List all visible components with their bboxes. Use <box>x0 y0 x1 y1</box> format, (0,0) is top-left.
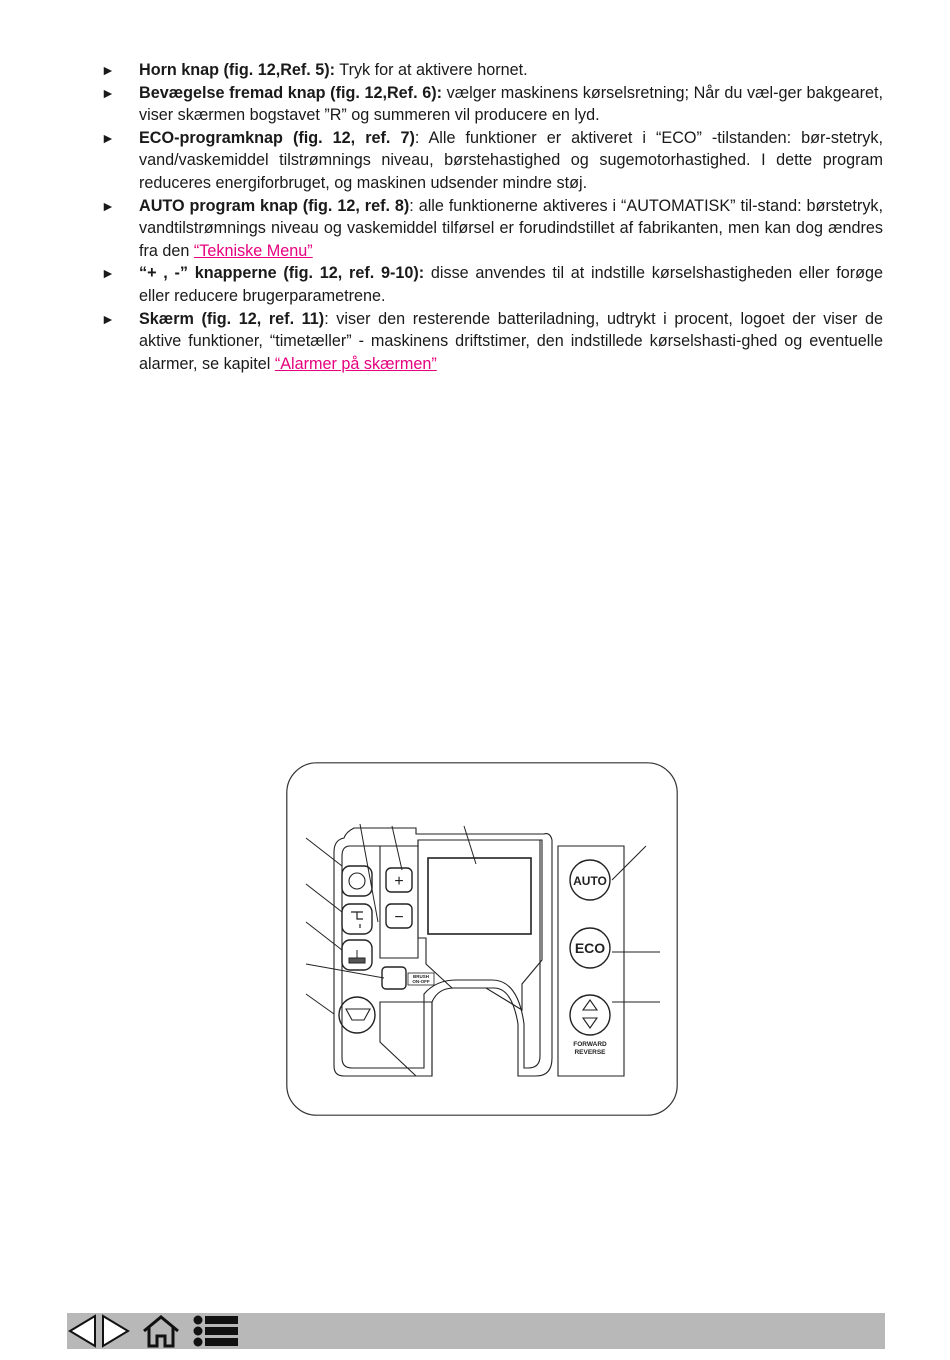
item-title: Horn knap (fig. 12,Ref. 5): <box>139 61 336 79</box>
fan-button[interactable] <box>342 866 372 896</box>
bullet-icon: ► <box>101 62 115 78</box>
item-title: “+ , -” knapperne (fig. 12, ref. 9-10): <box>139 264 425 283</box>
tap-icon <box>351 912 363 928</box>
list-item <box>101 82 883 127</box>
leader-line <box>360 824 378 922</box>
item-title: AUTO program knap (fig. 12, ref. 8) <box>139 196 410 215</box>
item-text: disse anvendes til at indstille kørselshastigheden eller forøge eller reducere brugerparametrene. <box>139 264 883 305</box>
list-item <box>101 127 883 195</box>
horn-button[interactable] <box>339 997 375 1033</box>
plus-button[interactable] <box>386 868 412 892</box>
forward-label: FORWARD <box>573 1041 607 1048</box>
item-title: Bevægelse fremad knap (fig. 12,Ref. 6): <box>139 83 443 102</box>
fan-icon <box>349 873 365 889</box>
list-item <box>101 59 883 82</box>
forward-reverse-button[interactable] <box>570 995 610 1035</box>
leader-line <box>306 964 384 978</box>
next-page-button[interactable] <box>101 1313 131 1349</box>
eco-button[interactable] <box>570 928 610 968</box>
brush-icon <box>349 950 365 963</box>
index-button[interactable] <box>192 1313 240 1349</box>
auto-button[interactable] <box>570 860 610 900</box>
figure-frame <box>287 763 677 1115</box>
minus-button[interactable] <box>386 904 412 928</box>
technical-menu-link[interactable]: “Tekniske Menu” <box>193 241 313 260</box>
left-column <box>380 846 418 958</box>
panel-outline <box>334 828 552 1076</box>
leader-line <box>306 994 334 1014</box>
list-item <box>101 195 883 263</box>
bullet-icon: ► <box>101 129 115 146</box>
leader-line <box>306 922 342 950</box>
alarms-link[interactable]: “Alarmer på skærmen” <box>274 354 437 373</box>
control-panel-figure <box>286 762 678 1116</box>
reverse-label: REVERSE <box>574 1049 606 1056</box>
bullet-icon: ► <box>101 84 115 101</box>
item-title: Skærm (fig. 12, ref. 11) <box>139 309 325 328</box>
water-button[interactable] <box>342 904 372 934</box>
onoff-label: ON-OFF <box>412 979 430 984</box>
eco-label: ECO <box>574 940 606 956</box>
leader-line <box>612 846 646 880</box>
instruction-list <box>101 59 883 375</box>
prev-page-button[interactable] <box>67 1313 97 1349</box>
leader-line <box>392 826 402 870</box>
item-title: ECO-programknap (fig. 12, ref. 7) <box>139 128 415 147</box>
up-arrow-icon <box>583 1000 597 1010</box>
bullet-icon: ► <box>101 265 115 282</box>
minus-symbol: − <box>394 909 404 926</box>
next-page-icon <box>103 1316 128 1346</box>
item-text: : alle funktionerne aktiveres i “AUTOMATISK” til-stand: børstetryk, vandtilstrømnings niveau og vaskemiddel tilførsel er forudindstillet af fabrikanten, men kan dog ændres fra den <box>139 196 884 260</box>
prev-page-icon <box>70 1316 95 1346</box>
brush-onoff-button[interactable] <box>382 967 434 989</box>
leader-line <box>306 884 342 912</box>
item-text: vælger maskinens kørselsretning; Når du væl-ger bakgearet, viser skærmen bogstavet ”R” og summeren vil producere en lyd. <box>139 83 883 125</box>
plus-symbol: + <box>394 873 404 890</box>
down-arrow-icon <box>583 1018 597 1028</box>
bullet-icon: ► <box>101 197 115 214</box>
item-text: : viser den resterende batteriladning, udtrykt i procent, logoet der viser de aktive funktioner, “timetæller” - maskinens driftstimer, den indstillede kørselshasti-ghed og eventuelle alarmer, se kapitel <box>139 309 883 373</box>
display-screen <box>428 858 531 934</box>
auto-label: AUTO <box>573 874 607 888</box>
brush-label: BRUSH <box>412 974 430 979</box>
brush-pressure-button[interactable] <box>342 940 372 970</box>
horn-icon <box>346 1009 370 1020</box>
bullet-icon: ► <box>101 310 115 327</box>
footer-bar <box>67 1313 885 1349</box>
item-text: Tryk for at aktivere hornet. <box>335 61 528 79</box>
home-button[interactable] <box>141 1313 181 1349</box>
list-item <box>101 308 883 376</box>
home-icon <box>144 1317 178 1346</box>
item-text: : Alle funktioner er aktiveret i “ECO” -tilstanden: bør-stetryk, vand/vaskemiddel tilstrømnings niveau, børstehastighed og sugemotorhastighed. I dette program reduceres energiforbruget, og maskinen udsender mindre støj. <box>139 128 883 192</box>
list-item <box>101 262 883 307</box>
index-icon <box>194 1316 239 1347</box>
